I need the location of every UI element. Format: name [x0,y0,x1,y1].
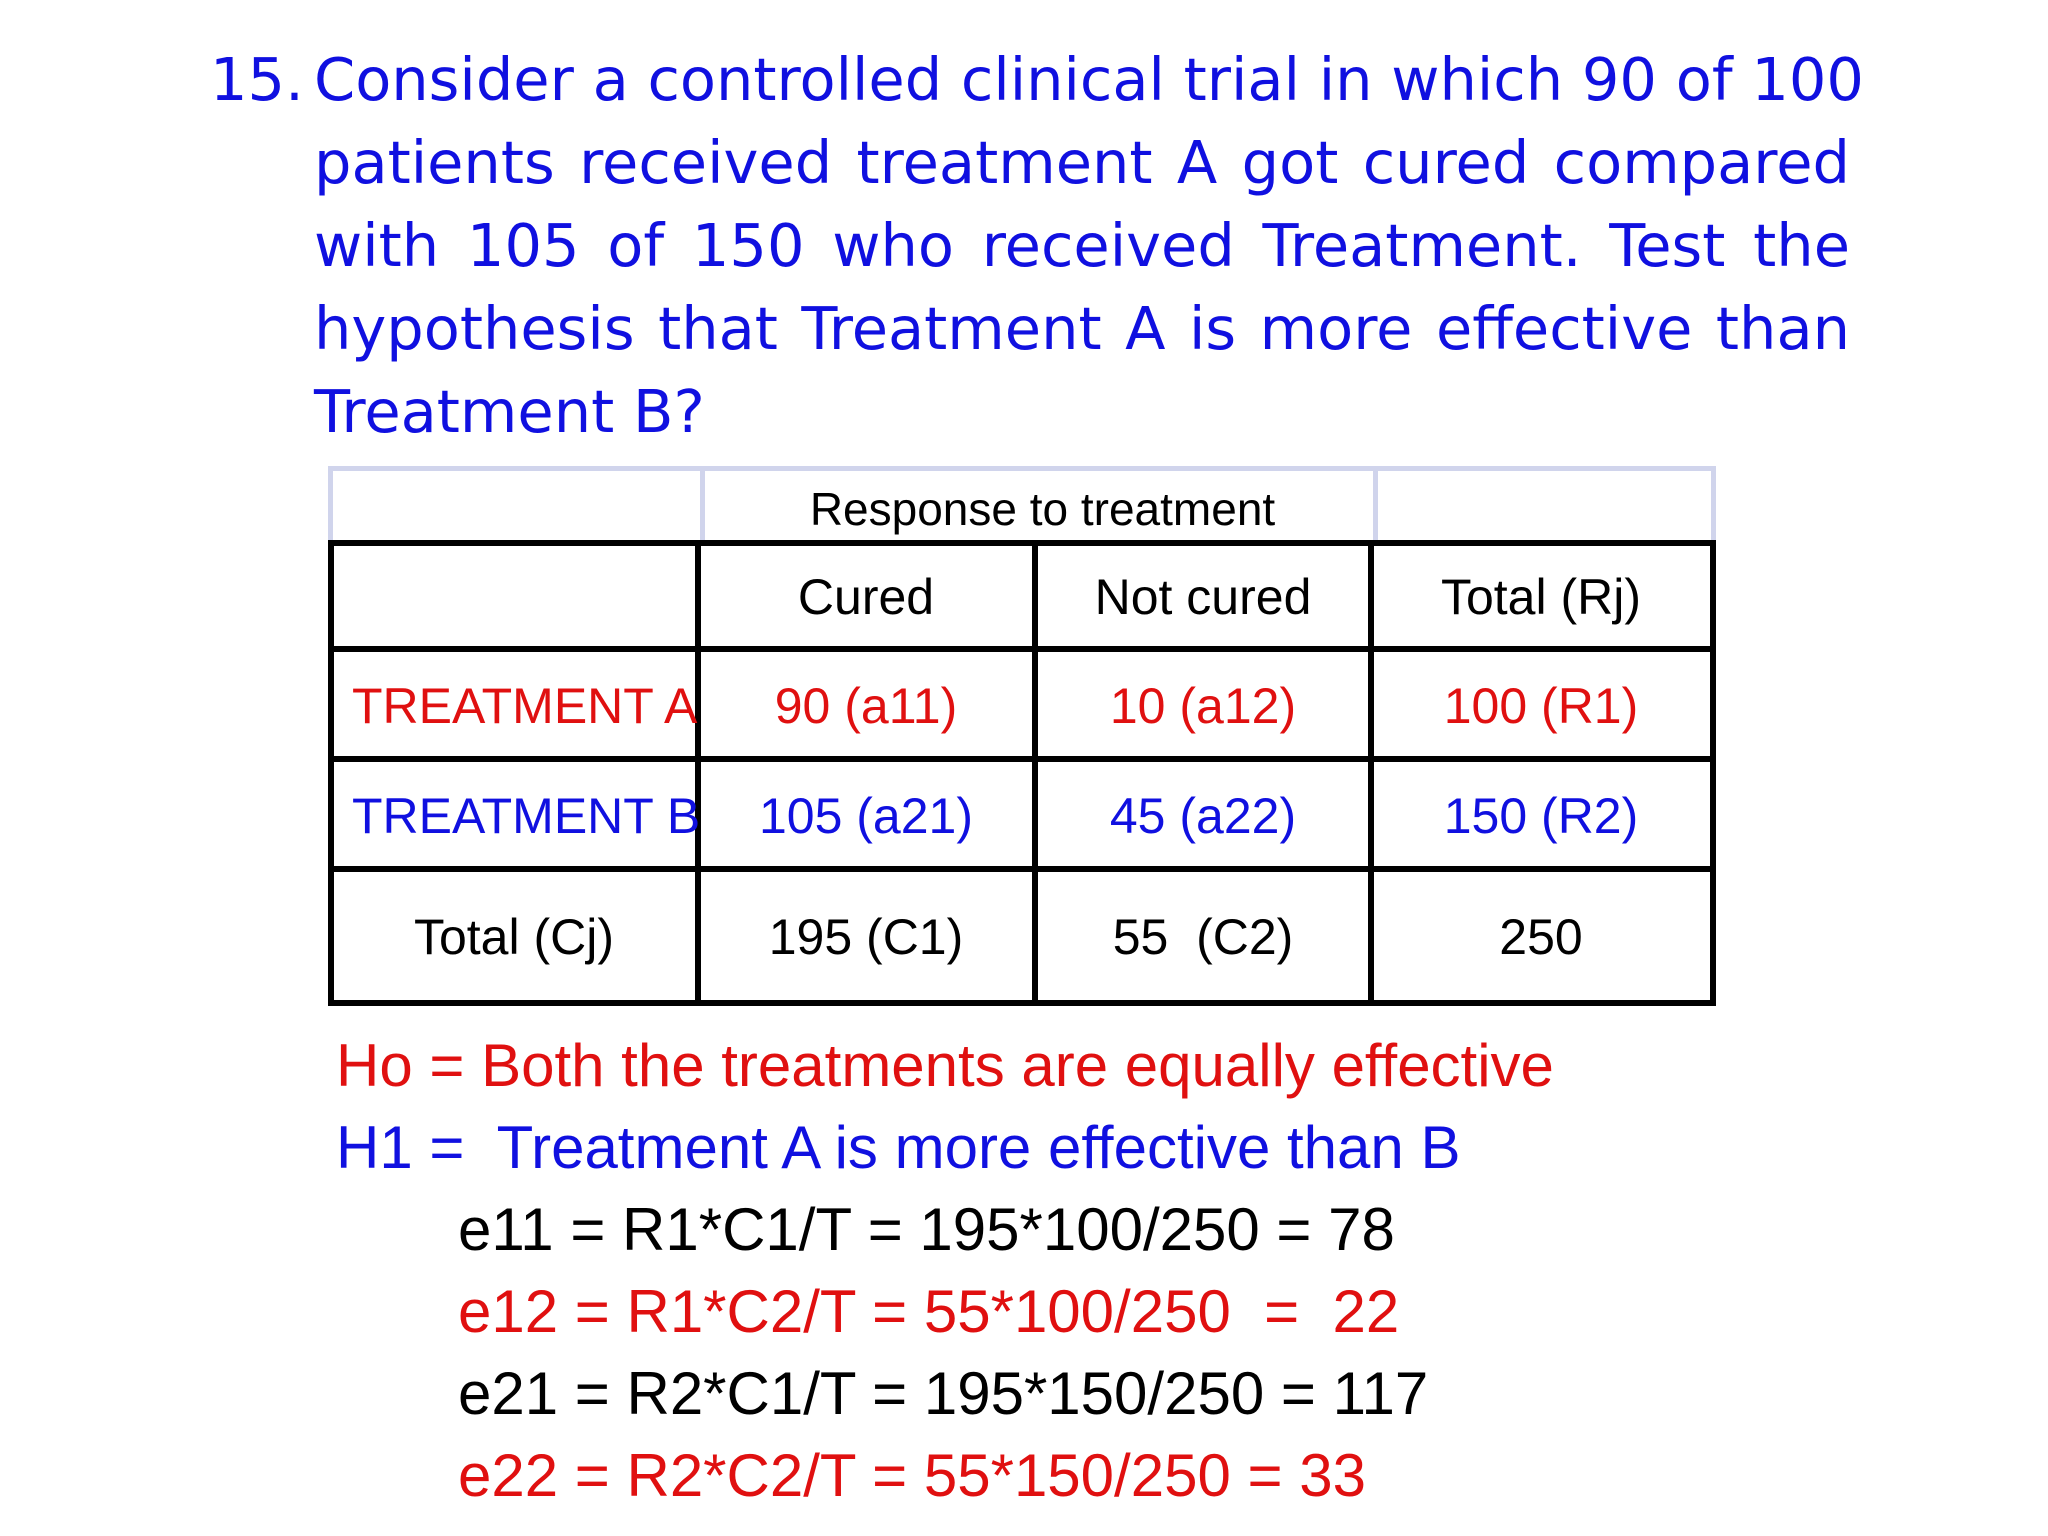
problem-line-2: patients received treatment A got cured compared [314,128,1850,197]
table-group-header: Response to treatment [809,483,1276,535]
calc-e21: e21 = R2*C1/T = 195*150/250 = 117 [458,1360,1429,1427]
table-row-divider [328,866,1716,872]
null-hypothesis: Ho = Both the treatments are equally effective [336,1032,1554,1099]
problem-line-1-text: Consider a controlled clinical trial in which 90 of 100 [314,45,1864,114]
column-header-not-cured: Not cured [1094,569,1312,625]
problem-number: 15. [210,45,304,114]
problem-line-4: hypothesis that Treatment A is more effective than [314,294,1850,363]
cell-a22: 45 (a22) [1109,788,1297,844]
calc-e11: e11 = R1*C1/T = 195*100/250 = 78 [458,1196,1395,1263]
column-header-cured: Cured [797,569,935,625]
alternative-hypothesis: H1 = Treatment A is more effective than B [336,1114,1461,1181]
problem-line-1 [210,38,1864,121]
column-header-total: Total (Rj) [1440,569,1642,625]
row-label-total: Total (Cj) [413,909,615,965]
calc-e12: e12 = R1*C2/T = 55*100/250 = 22 [458,1278,1400,1345]
cell-r1: 100 (R1) [1443,678,1639,734]
row-label-treatment-b: TREATMENT B [352,788,701,844]
cell-c2: 55 (C2) [1112,909,1294,965]
cell-c1: 195 (C1) [768,909,964,965]
calc-e22: e22 = R2*C2/T = 55*150/250 = 33 [458,1442,1366,1509]
cell-a11: 90 (a11) [774,678,958,734]
problem-line-5: Treatment B? [314,377,705,446]
table-row-divider [328,756,1716,762]
row-label-treatment-a: TREATMENT A [352,678,698,734]
cell-r2: 150 (R2) [1443,788,1639,844]
cell-grand-total: 250 [1499,909,1583,965]
cell-a21: 105 (a21) [758,788,974,844]
problem-statement [210,38,1864,453]
cell-a12: 10 (a12) [1109,678,1297,734]
problem-line-3: with 105 of 150 who received Treatment. Test the [314,211,1850,280]
table-row-divider [328,646,1716,652]
